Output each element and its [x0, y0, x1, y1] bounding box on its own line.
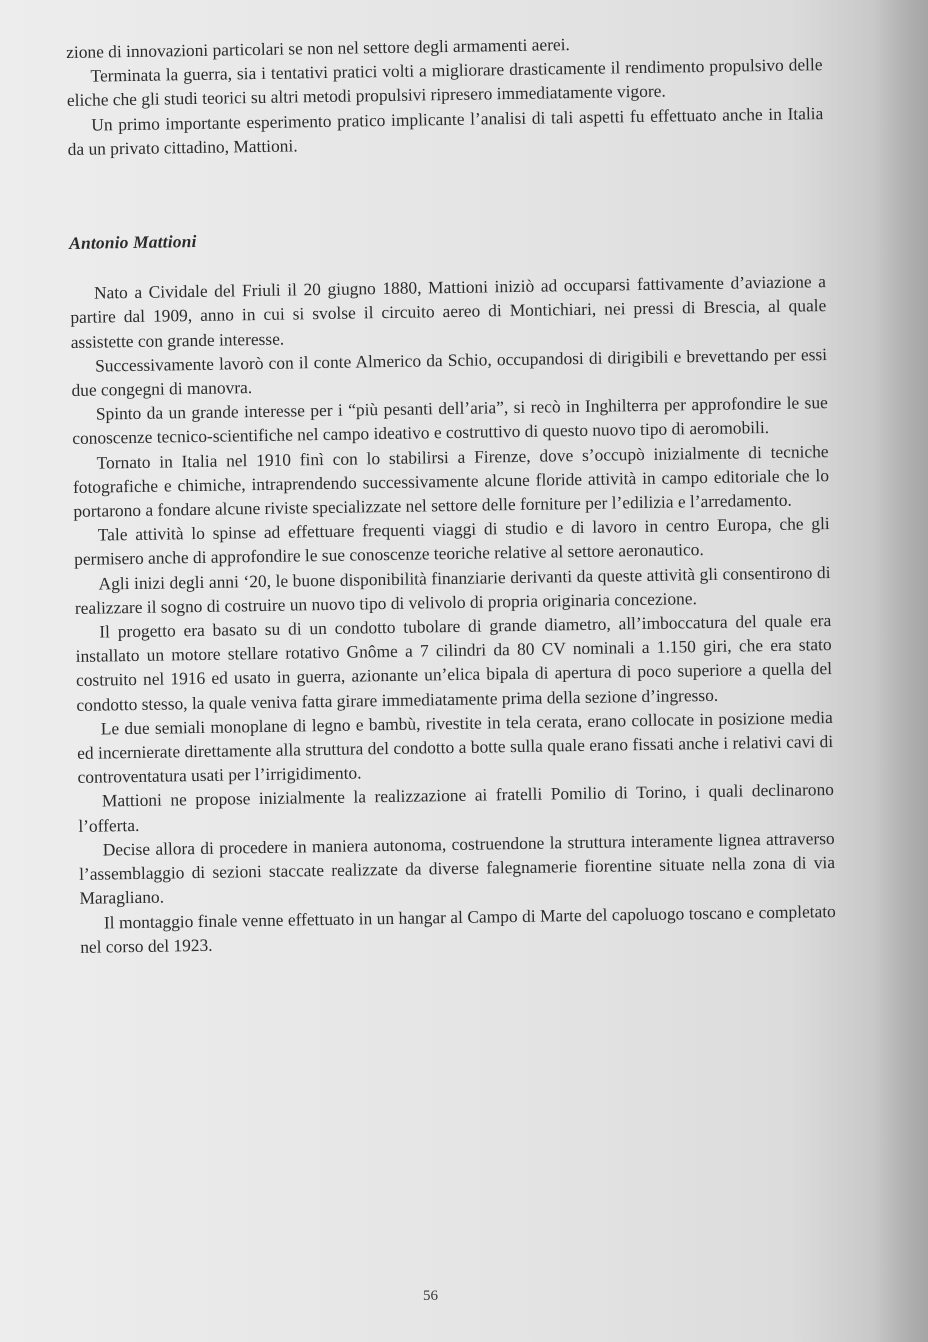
page-number: 56	[423, 1288, 438, 1304]
page-edge-shadow	[873, 0, 928, 1342]
section-heading: Antonio Mattioni	[69, 230, 197, 253]
section-paragraph: Spinto da un grande interesse per i “più pesanti dell’aria”, si recò in Inghilterra per approfondire le sue conoscenze tecnico-scientifiche nel campo ideativo e costruttivo di questo nuovo tipo di aeromobili.	[72, 392, 828, 449]
section-paragraph: Nato a Cividale del Friuli il 20 giugno 1880, Mattioni iniziò ad occuparsi fattivamente d’aviazione a partire dal 1909, anno in cui si svolse il circuito aereo di Montichiari, nei pressi di Brescia, al quale assistette con grande interesse.	[70, 271, 827, 352]
section-paragraph: Decise allora di procedere in maniera autonoma, costruendone la struttura interamente lignea attraverso l’assemblaggio di sezioni staccate realizzate da diverse falegnamerie fiorentine situate nella zona di via Maragliano.	[78, 827, 836, 909]
section-paragraph: Tornato in Italia nel 1910 finì con lo stabilirsi a Firenze, dove s’occupò inizialmente di tecniche fotografiche e chimiche, intraprendendo successivamente alcune floride attività in campo editoriale che lo portarono a fondare alcune riviste specializzate nel settore delle forniture per l’edilizia e l’arredamento.	[72, 440, 830, 521]
section-paragraph: Le due semiali monoplane di legno e bambù, rivestite in tela cerata, erano collocate in posizione media ed incernierate direttamente alla struttura del condotto a botte sulla quale erano fissati anche i relativi cavi di controventatura usati per l’irrigidimento.	[77, 706, 834, 788]
intro-paragraph: zione di innovazioni particolari se non nel settore degli armamenti aerei.	[66, 34, 570, 62]
section-paragraph: Il montaggio finale venne effettuato in un hangar al Campo di Marte del capoluogo toscano e completato nel corso del 1923.	[80, 900, 836, 957]
section-paragraph: Tale attività lo spinse ad effettuare frequenti viaggi di studio e di lavoro in centro Europa, che gli permisero anche di approfondire le sue conoscenze teoriche relative al settore aeronautico.	[74, 513, 830, 570]
intro-paragraph: Un primo importante esperimento pratico implicante l’analisi di tali aspetti fu effettuato anche in Italia da un privato cittadino, Mattioni.	[67, 102, 824, 159]
section-paragraph: Successivamente lavorò con il conte Almerico da Schio, occupandosi di dirigibili e brevettando per essi due congegni di manovra.	[71, 343, 828, 400]
section-paragraph: Il progetto era basato su di un condotto tubolare di grande diametro, all’imboccatura del quale era installato un motore stellare rotativo Gnôme a 7 cilindri da 80 CV nominali a 1.150 giri, che era stato costruito nel 1916 ed usato in guerra, azionante un’elica bipala di apertura di poco superiore a quella del condotto stesso, la quale veniva fatta girare immediatamente prima della sezione d’ingresso.	[75, 610, 833, 715]
section-paragraph: Mattioni ne propose inizialmente la realizzazione ai fratelli Pomilio di Torino, i quali declinarono l’offerta.	[78, 779, 835, 836]
intro-paragraph: Terminata la guerra, sia i tentativi pratici volti a migliorare drasticamente il rendimento propulsivo delle eliche che gli studi teorici su altri metodi propulsivi ripresero immediatamente vigore.	[66, 54, 823, 111]
body-text	[66, 28, 836, 959]
section-paragraph: Agli inizi degli anni ‘20, le buone disponibilità finanziarie derivanti da queste attività gli consentirono di realizzare il sogno di costruire un nuovo tipo di velivolo di propria originaria concezione.	[74, 561, 831, 618]
